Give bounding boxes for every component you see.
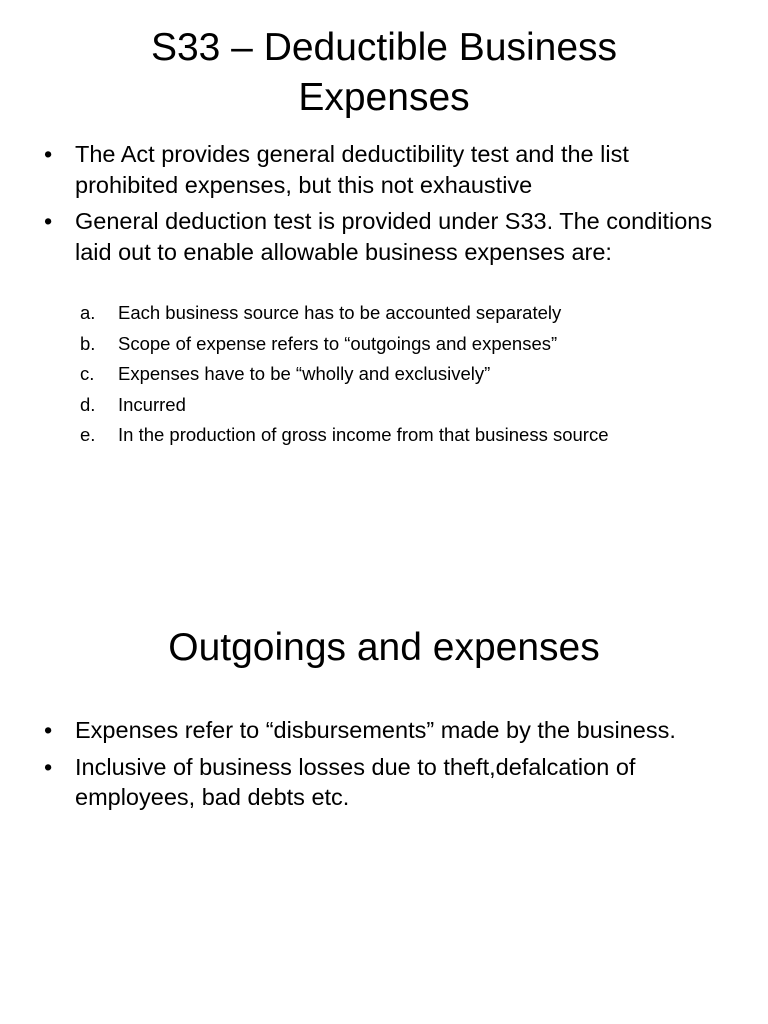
bullet-item bbox=[44, 206, 734, 267]
condition-marker: a. bbox=[80, 302, 96, 323]
bullet-text: General deduction test is provided under S33. The conditions laid out to enable allowable business expenses are: bbox=[75, 208, 713, 265]
bullet-list bbox=[44, 139, 734, 273]
slide-outgoings-expenses bbox=[0, 512, 768, 1024]
condition-item bbox=[80, 333, 740, 364]
condition-item bbox=[80, 424, 740, 455]
condition-marker: d. bbox=[80, 393, 96, 415]
bullet-item bbox=[44, 752, 734, 813]
slide-title: S33 – Deductible Business Expenses bbox=[150, 26, 618, 119]
condition-item bbox=[80, 394, 740, 425]
slide-title: Outgoings and expenses bbox=[168, 626, 600, 669]
condition-text: Incurred bbox=[118, 393, 186, 415]
condition-text: In the production of gross income from that business source bbox=[118, 424, 609, 445]
bullet-item bbox=[44, 715, 734, 746]
condition-text: Scope of expense refers to “outgoings and expenses” bbox=[118, 332, 558, 354]
bullet-marker: • bbox=[44, 208, 53, 234]
condition-marker: b. bbox=[80, 332, 96, 354]
bullet-marker: • bbox=[44, 753, 53, 780]
bullet-list bbox=[44, 715, 734, 819]
conditions-list bbox=[80, 302, 740, 455]
bullet-text: The Act provides general deductibility test and the list prohibited expenses, but this not exhaustive bbox=[75, 141, 629, 198]
condition-text: Expenses have to be “wholly and exclusively” bbox=[118, 363, 491, 384]
bullet-marker: • bbox=[44, 141, 53, 167]
bullet-text: Expenses refer to “disbursements” made by the business. bbox=[75, 717, 676, 743]
condition-text: Each business source has to be accounted separately bbox=[118, 302, 562, 323]
bullet-text: Inclusive of business losses due to theft,defalcation of employees, bad debts etc. bbox=[75, 753, 636, 810]
condition-item bbox=[80, 363, 740, 394]
condition-marker: e. bbox=[80, 424, 96, 445]
condition-item bbox=[80, 302, 740, 333]
condition-marker: c. bbox=[80, 363, 95, 384]
bullet-item bbox=[44, 139, 734, 200]
bullet-marker: • bbox=[44, 717, 53, 743]
